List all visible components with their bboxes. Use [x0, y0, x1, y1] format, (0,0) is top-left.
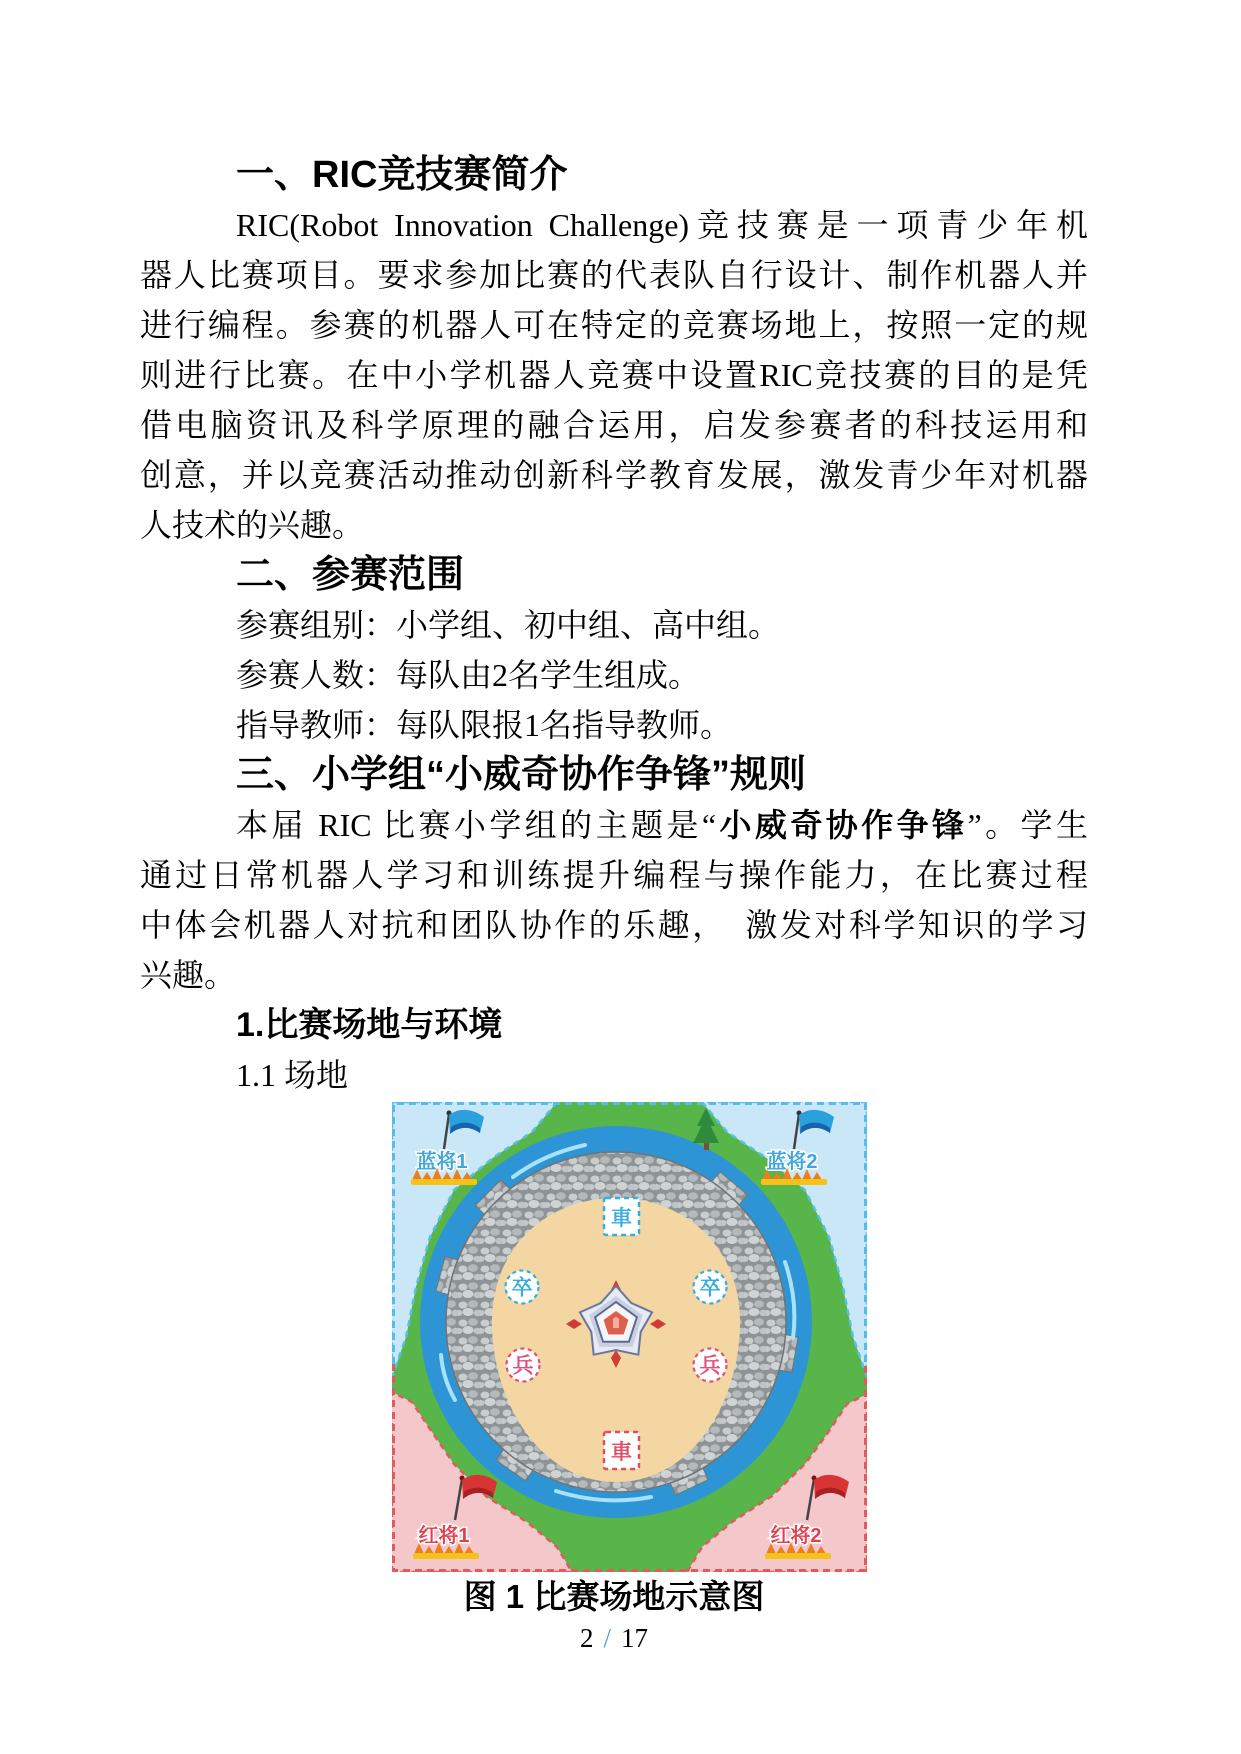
paragraph-1-line: 借电脑资讯及科学原理的融合运用，启发参赛者的科技运用和: [140, 407, 1088, 443]
blue-general-2-label: 蓝将2: [766, 1151, 818, 1173]
list-item-groups: 参赛组别：小学组、初中组、高中组。: [236, 607, 781, 643]
paragraph-2-line: 通过日常机器人学习和训练提升编程与操作能力，在比赛过程: [140, 857, 1088, 893]
paragraph-1-line: RIC(Robot Innovation Challenge)竞技赛是一项青少年机: [236, 207, 1088, 243]
page-separator: /: [603, 1623, 611, 1653]
section-heading-2: 二、参赛范围: [236, 554, 465, 596]
paragraph-2-segment: 本届 RIC 比赛小学组的主题是“: [236, 807, 717, 843]
list-item-members: 参赛人数：每队由2名学生组成。: [236, 657, 701, 693]
paragraph-1-line: 则进行比赛。在中小学机器人竞赛中设置RIC竞技赛的目的是凭: [140, 357, 1088, 393]
red-general-2-label: 红将2: [770, 1525, 822, 1547]
pawn-label-blue-left: 卒: [511, 1276, 533, 1300]
paragraph-2-line: 中体会机器人对抗和团队协作的乐趣， 激发对科学知识的学习: [140, 907, 1088, 943]
page-number: [140, 1620, 1088, 1656]
subsection-heading-field: 1.比赛场地与环境: [236, 1006, 503, 1044]
list-item-teachers: 指导教师：每队限报1名指导教师。: [236, 707, 733, 743]
blue-general-1-label: 蓝将1: [416, 1151, 468, 1173]
page-current: 2: [579, 1623, 594, 1653]
pawn-label-blue-right: 卒: [699, 1276, 721, 1300]
section-heading-1: 一、RIC竞技赛简介: [236, 154, 568, 196]
field-diagram-figure: [392, 1102, 867, 1572]
paragraph-1-line: 创意，并以竞赛活动推动创新科学教育发展，激发青少年对机器: [140, 457, 1088, 493]
subsection-heading-1-1: 1.1 场地: [236, 1057, 349, 1093]
document-body: [140, 150, 1088, 1656]
chariot-label-blue: 車: [611, 1207, 632, 1230]
red-general-1-label: 红将1: [418, 1525, 470, 1547]
paragraph-1-line: 进行编程。参赛的机器人可在特定的竞赛场地上，按照一定的规: [140, 307, 1088, 343]
paragraph-2-line: [140, 800, 1088, 850]
paragraph-2-line: 兴趣。: [140, 957, 237, 993]
pawn-label-red-right: 兵: [699, 1354, 721, 1378]
section-heading-3: 三、小学组“小威奇协作争锋”规则: [236, 754, 807, 796]
chariot-label-red: 車: [611, 1441, 632, 1464]
theme-name-bold: 小威奇协作争锋: [716, 807, 968, 843]
field-diagram: [392, 1102, 867, 1572]
paragraph-1-line: 人技术的兴趣。: [140, 507, 365, 543]
paragraph-1-line: 器人比赛项目。要求参加比赛的代表队自行设计、制作机器人并: [140, 257, 1088, 293]
page-total: 17: [621, 1623, 648, 1653]
paragraph-2-segment: ”。学生: [967, 807, 1088, 843]
pawn-label-red-left: 兵: [512, 1354, 534, 1378]
figure-caption: 图 1 比赛场地示意图: [463, 1578, 765, 1615]
